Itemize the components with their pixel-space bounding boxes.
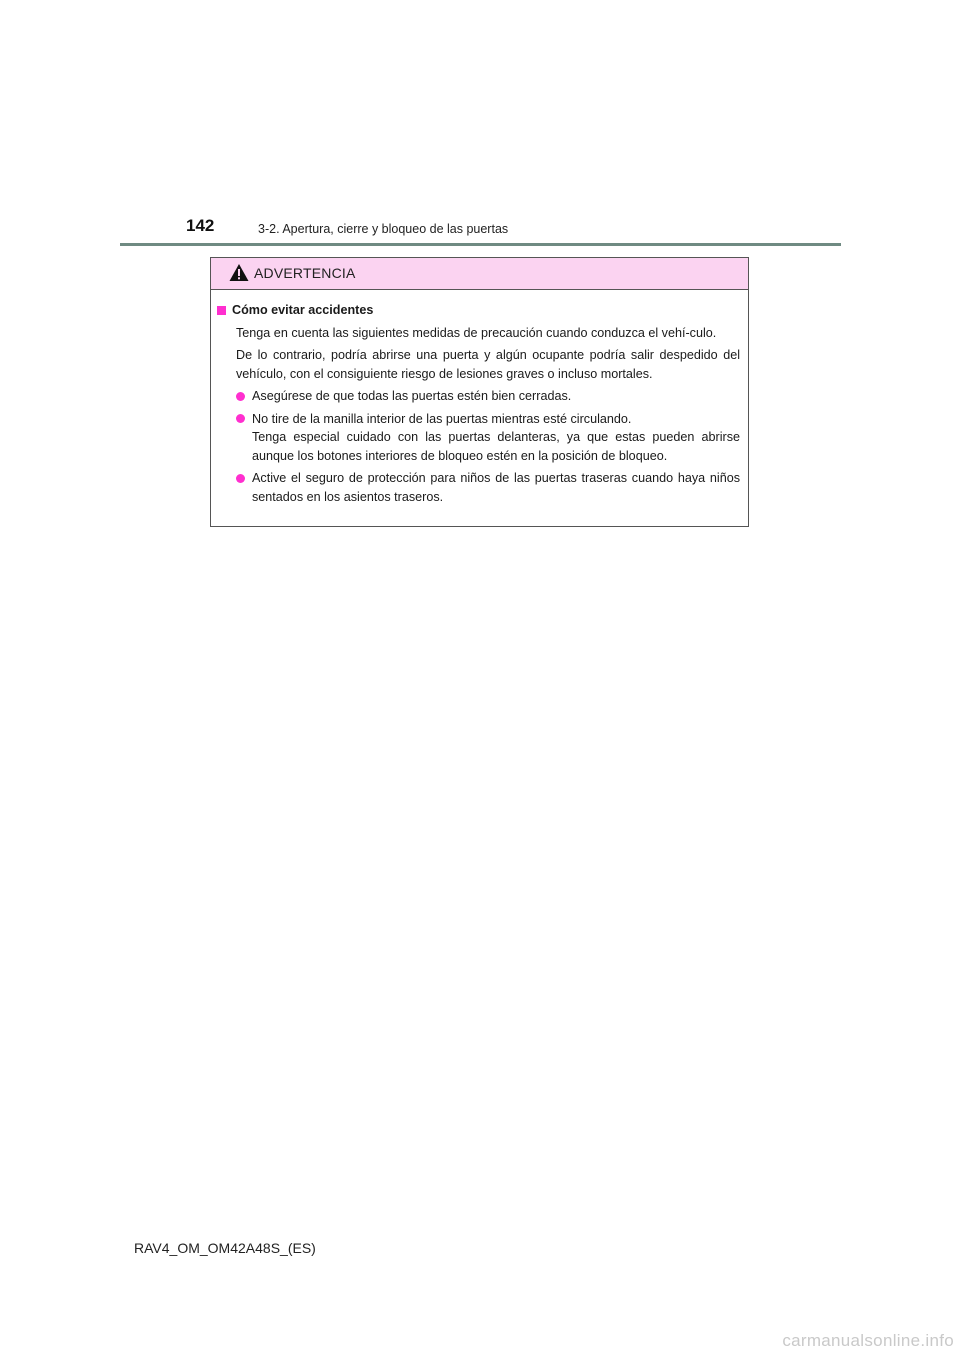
round-bullet-icon [236, 474, 245, 483]
precaution-paragraph: Tenga en cuenta las siguientes medidas de precaución cuando conduzca el vehí-culo. [236, 325, 717, 340]
bullet-text: Active el seguro de protección para niños de las puertas traseras cuando haya niños sentados en los asientos traseros. [252, 471, 740, 504]
warning-body [211, 290, 748, 506]
consequence-paragraph: De lo contrario, podría abrirse una puerta y algún ocupante podría salir despedido del vehículo, con el consiguiente riesgo de lesiones graves o incluso mortales. [236, 348, 740, 381]
warning-triangle-icon [229, 263, 249, 282]
document-code: RAV4_OM_OM42A48S_(ES) [134, 1240, 316, 1256]
square-bullet-icon [217, 306, 226, 315]
bullet-item [236, 410, 740, 466]
bullet-text: Asegúrese de que todas las puertas estén bien cerradas. [252, 389, 572, 403]
header-rule [120, 243, 841, 246]
section-title: 3-2. Apertura, cierre y bloqueo de las puertas [258, 222, 509, 236]
page-number: 142 [186, 216, 215, 235]
bullet-item [236, 387, 740, 406]
round-bullet-icon [236, 414, 245, 423]
bullet-text [252, 410, 740, 466]
bullet-line: Tenga especial cuidado con las puertas delanteras, ya que estas pueden abrirse aunque los botones interiores de bloqueo estén en la posición de bloqueo. [252, 430, 740, 463]
warning-header [211, 258, 748, 290]
round-bullet-icon [236, 392, 245, 401]
bullet-line: No tire de la manilla interior de las puertas mientras esté circulando. [252, 411, 632, 426]
subheading [217, 301, 740, 320]
bullet-item [236, 469, 740, 506]
site-watermark: carmanualsonline.info [782, 1331, 954, 1350]
warning-title: ADVERTENCIA [254, 265, 356, 281]
warning-box [210, 257, 749, 527]
subheading-text: Cómo evitar accidentes [232, 303, 374, 317]
